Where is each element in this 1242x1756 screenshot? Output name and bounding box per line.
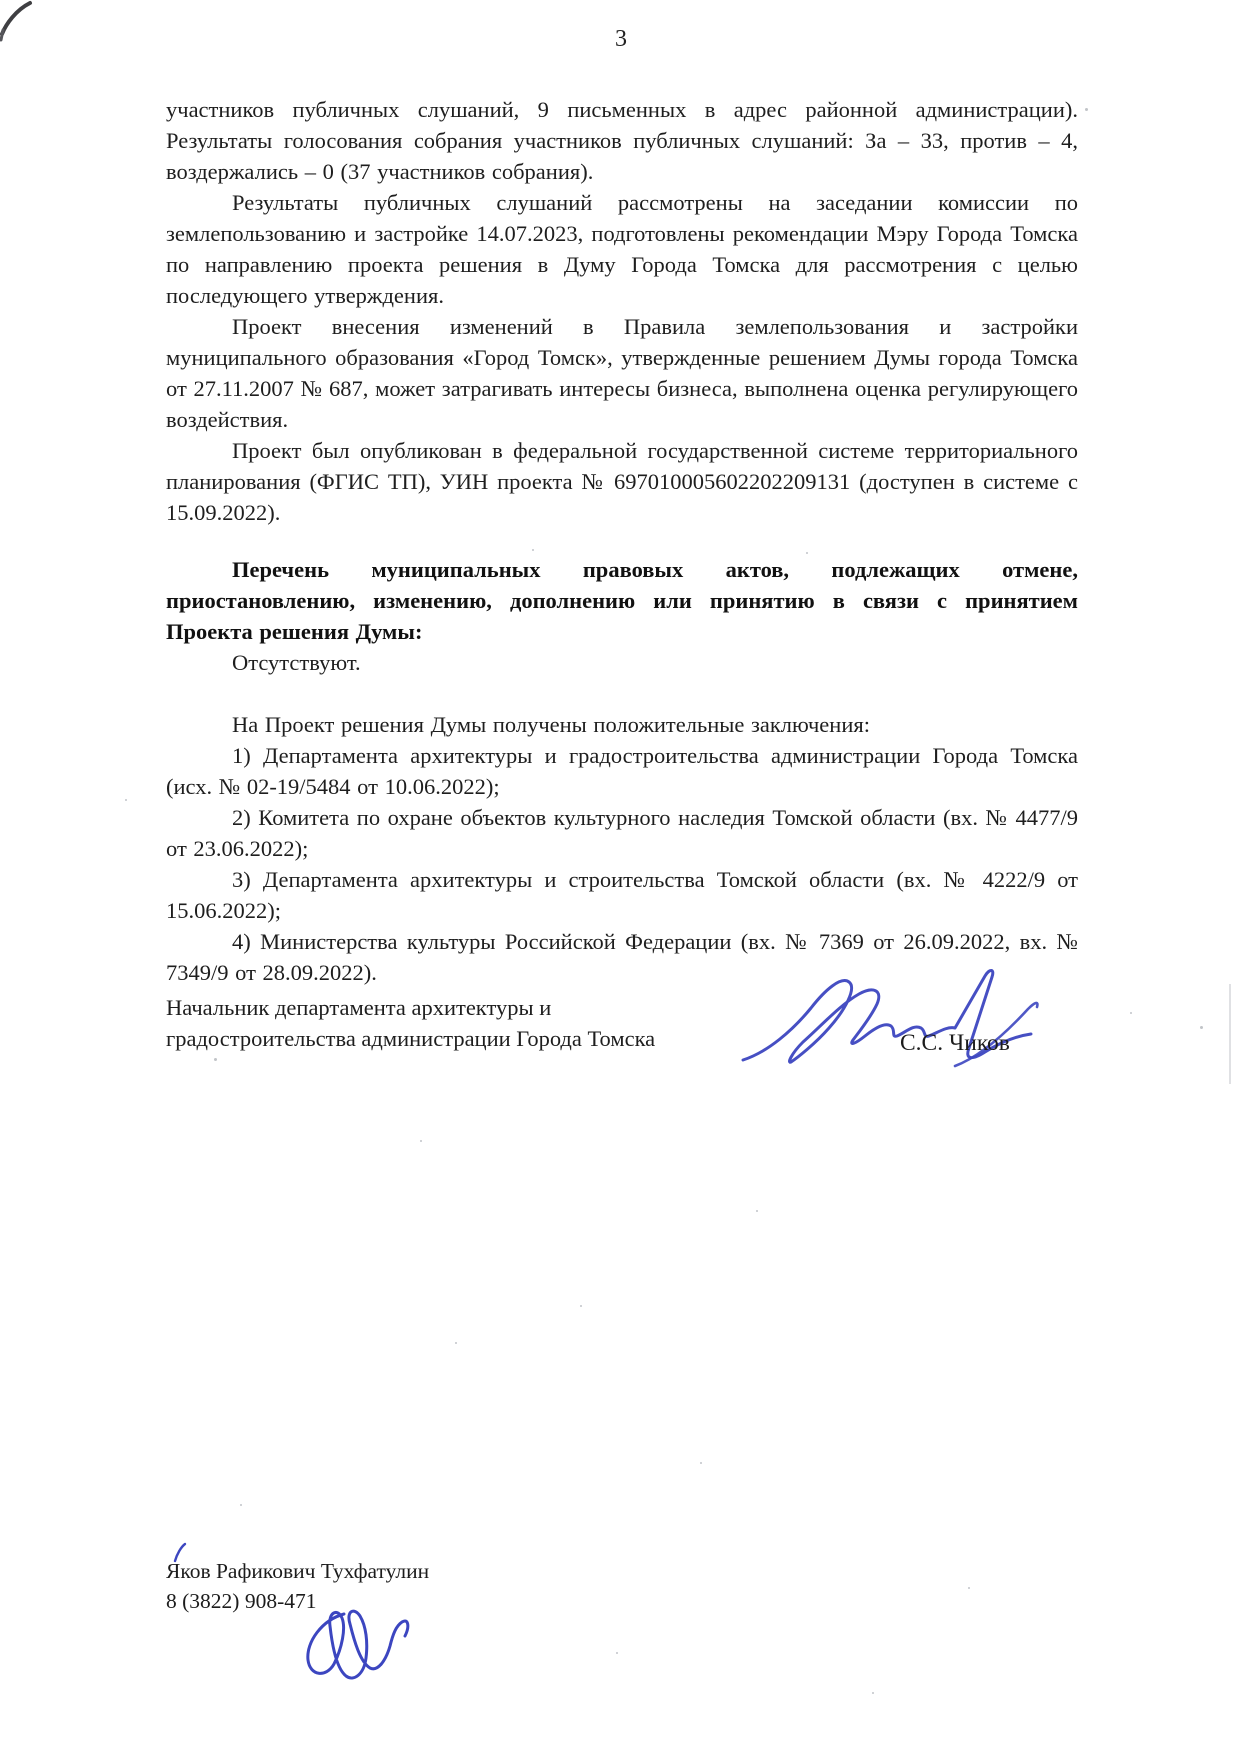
scan-speck <box>420 1140 422 1142</box>
scan-speck <box>1200 1026 1203 1029</box>
scan-speck <box>872 1692 874 1694</box>
list-item-3: 3) Департамента архитектуры и строительства Томской области (вх. № 4222/9 от 15.06.2022); <box>166 867 1078 923</box>
paragraph-conclusions-intro: На Проект решения Думы получены положительные заключения: <box>232 712 870 737</box>
paragraph-hearings-results: участников публичных слушаний, 9 письменных в адрес районной администрации). Результаты голосования собрания участников публичных слушаний: За – 33, против – 4, воздержались – 0 (37 участников собрания). <box>166 97 1078 184</box>
signer-name: С.С. Чиков <box>900 1030 1010 1056</box>
scan-speck <box>240 1504 242 1506</box>
paragraph-commission-review: Результаты публичных слушаний рассмотрены на заседании комиссии по землепользованию и застройке 14.07.2023, подготовлены рекомендации Мэру Города Томска по направлению проекта решения в Думу Города Томска для рассмотрения с целью последующего утверждения. <box>166 190 1078 308</box>
signature-ink <box>733 960 1048 1078</box>
scan-speck <box>968 1587 970 1589</box>
section-heading-acts-list: Перечень муниципальных правовых актов, подлежащих отмене, приостановлению, изменению, дополнению или принятию в связи с принятием Проекта решения Думы: <box>166 557 1078 644</box>
scan-speck <box>532 549 534 551</box>
list-item-4: 4) Министерства культуры Российской Федерации (вх. № 7369 от 26.09.2022, вх. № 7349/9 от 28.09.2022). <box>166 929 1078 985</box>
paragraph-project-changes: Проект внесения изменений в Правила землепользования и застройки муниципального образования «Город Томск», утвержденные решением Думы города Томска от 27.11.2007 № 687, может затрагивать интересы бизнеса, выполнена оценка регулирующего воздействия. <box>166 314 1078 432</box>
scan-edge-line <box>1229 984 1231 1084</box>
paragraph-fgis-publication: Проект был опубликован в федеральной государственной системе территориального планирования (ФГИС ТП), УИН проекта № 697010005602202209131 (доступен в системе с 15.09.2022). <box>166 438 1078 525</box>
scan-speck <box>616 1652 618 1654</box>
initials-ink <box>292 1602 442 1702</box>
signer-position-line1: Начальник департамента архитектуры и <box>166 995 552 1020</box>
scan-speck <box>806 552 808 554</box>
pen-tick-ink <box>172 1542 190 1564</box>
list-item-2: 2) Комитета по охране объектов культурного наследия Томской области (вх. № 4477/9 от 23.06.2022); <box>166 805 1078 861</box>
document-body <box>166 94 1078 988</box>
scan-speck <box>700 1462 702 1464</box>
page-number: 3 <box>615 26 627 52</box>
scan-speck <box>1130 1012 1132 1014</box>
scan-speck <box>1085 108 1088 111</box>
scan-speck <box>455 1342 457 1344</box>
contact-phone: 8 (3822) 908-471 <box>166 1589 317 1613</box>
paragraph-absent: Отсутствуют. <box>232 650 361 675</box>
scan-speck <box>214 1058 217 1061</box>
contact-name: Яков Рафикович Тухфатулин <box>166 1559 430 1583</box>
list-item-1: 1) Департамента архитектуры и градостроительства администрации Города Томска (исх. № 02-19/5484 от 10.06.2022); <box>166 743 1078 799</box>
signer-position-line2: градостроительства администрации Города Томска <box>166 1026 656 1051</box>
scan-speck <box>580 1305 582 1307</box>
scan-speck <box>125 799 127 801</box>
scan-speck <box>756 1210 758 1212</box>
